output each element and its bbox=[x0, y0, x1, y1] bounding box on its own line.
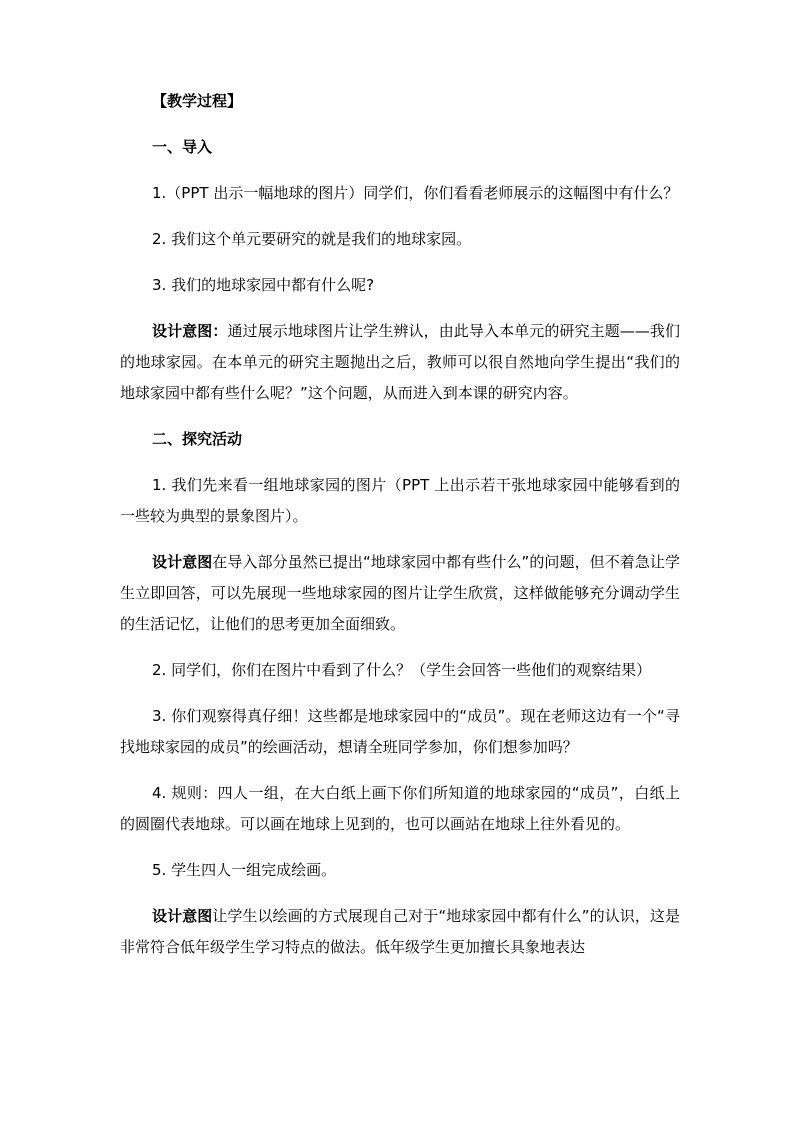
design-intent-label: 设计意图 bbox=[152, 553, 213, 571]
explore-item-5: 5. 学生四人一组完成绘画。 bbox=[152, 861, 337, 879]
design-intent-paragraph-1 bbox=[120, 316, 680, 409]
explore-item-4: 4. 规则：四人一组，在大白纸上画下你们所知道的地球家园的“成员”，白纸上的圆圈代表地球。可以画在地球上见到的，也可以画站在地球上往外看见的。 bbox=[120, 784, 680, 833]
section-header: 【教学过程】 bbox=[152, 92, 243, 110]
explore-item-3: 3. 你们观察得真仔细！这些都是地球家园中的“成员”。现在老师这边有一个“寻找地球家园的成员”的绘画活动，想请全班同学参加，你们想参加吗？ bbox=[120, 707, 680, 756]
design-intent-paragraph-3 bbox=[120, 901, 680, 963]
document-content bbox=[120, 86, 680, 963]
design-intent-text: 通过展示地球图片让学生辨认，由此导入本单元的研究主题——我们的地球家园。在本单元的研究主题抛出之后，教师可以很自然地向学生提出“我们的地球家园中都有些什么呢？”这个问题，从而进入到本课的研究内容。 bbox=[120, 322, 680, 402]
design-intent-text: 让学生以绘画的方式展现自己对于“地球家园中都有什么”的认识，这是非常符合低年级学生学习特点的做法。低年级学生更加擅长具象地表达 bbox=[120, 907, 680, 956]
design-intent-paragraph-2 bbox=[120, 547, 680, 640]
explore-heading: 二、探究活动 bbox=[152, 430, 243, 448]
design-intent-text: 在导入部分虽然已提出“地球家园中都有些什么”的问题，但不着急让学生立即回答，可以先展现一些地球家园的图片让学生欣赏，这样做能够充分调动学生的生活记忆，让他们的思考更加全面细致。 bbox=[120, 553, 680, 633]
design-intent-label: 设计意图： bbox=[152, 322, 228, 340]
design-intent-label: 设计意图 bbox=[152, 907, 213, 925]
intro-item-1: 1.（PPT 出示一幅地球的图片）同学们，你们看看老师展示的这幅图中有什么？ bbox=[152, 184, 679, 202]
explore-item-2: 2. 同学们，你们在图片中看到了什么？（学生会回答一些他们的观察结果） bbox=[152, 661, 652, 679]
intro-heading: 一、导入 bbox=[152, 138, 213, 156]
intro-item-2: 2. 我们这个单元要研究的就是我们的地球家园。 bbox=[152, 230, 472, 248]
intro-item-3: 3. 我们的地球家园中都有什么呢? bbox=[152, 276, 375, 294]
explore-item-1: 1. 我们先来看一组地球家园的图片（PPT 上出示若干张地球家园中能够看到的一些较为典型的景象图片）。 bbox=[120, 476, 680, 525]
